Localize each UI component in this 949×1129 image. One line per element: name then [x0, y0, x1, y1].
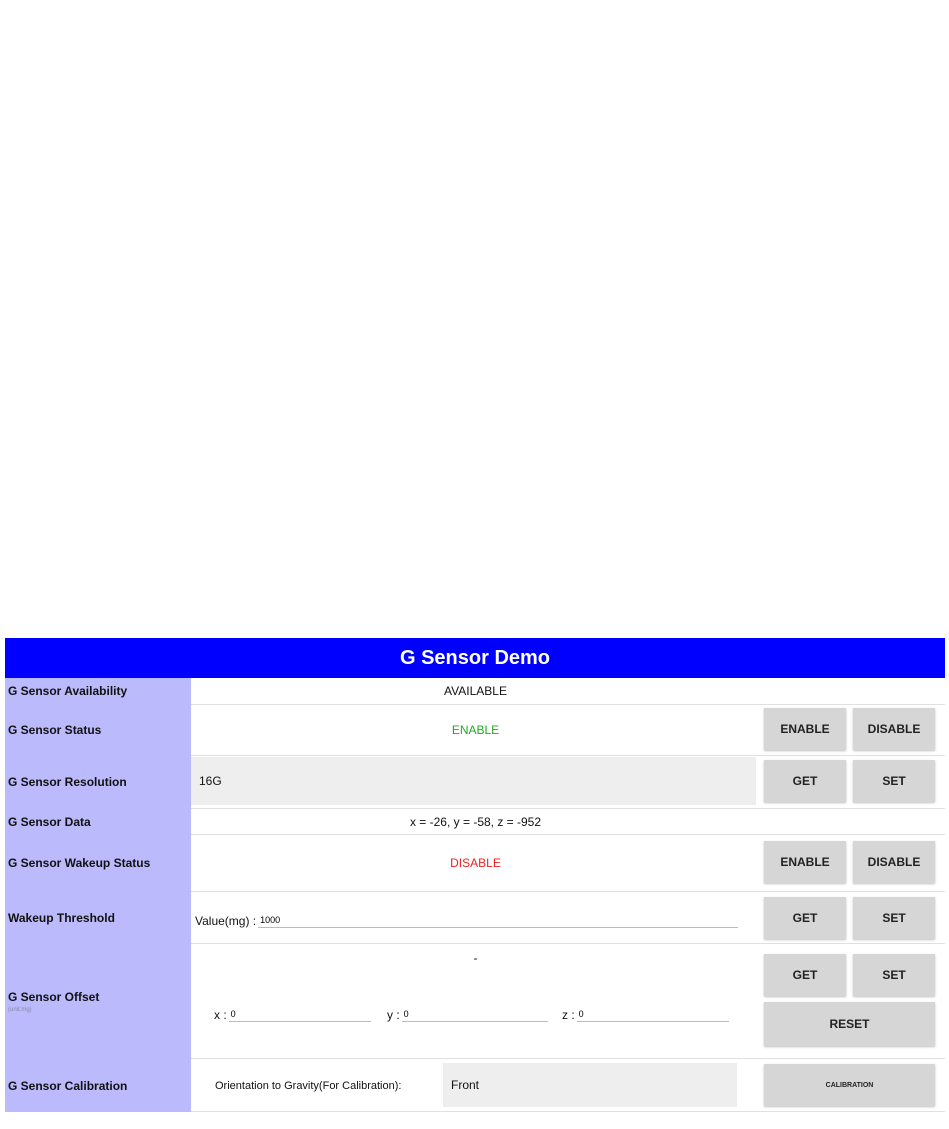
row-divider	[191, 891, 945, 892]
offset-x-label: x :	[214, 1008, 227, 1022]
threshold-label: Wakeup Threshold	[8, 910, 115, 925]
offset-y-input[interactable]	[402, 1009, 548, 1022]
calibration-label: G Sensor Calibration	[8, 1078, 128, 1093]
status-label: G Sensor Status	[8, 723, 102, 737]
offset-label-block	[5, 944, 191, 1058]
page-title: G Sensor Demo	[5, 638, 945, 678]
wakeup-enable-button[interactable]: ENABLE	[764, 841, 846, 883]
availability-value: AVAILABLE	[444, 684, 507, 698]
offset-set-button[interactable]: SET	[853, 954, 935, 996]
row-divider	[191, 755, 945, 756]
data-value: x = -26, y = -58, z = -952	[409, 814, 542, 829]
offset-value: -	[473, 951, 478, 965]
threshold-field	[195, 906, 738, 928]
row-divider	[191, 1111, 945, 1112]
threshold-input[interactable]	[258, 915, 738, 928]
status-value: ENABLE	[451, 723, 500, 737]
offset-x-field	[214, 1002, 371, 1022]
offset-z-field	[562, 1002, 729, 1022]
resolution-get-button[interactable]: GET	[764, 760, 846, 802]
row-divider	[191, 943, 945, 944]
data-label: G Sensor Data	[8, 814, 91, 829]
wakeup-status-label: G Sensor Wakeup Status	[8, 856, 151, 870]
offset-x-input[interactable]	[229, 1009, 371, 1022]
resolution-label: G Sensor Resolution	[8, 775, 127, 789]
threshold-field-label: Value(mg) :	[195, 914, 257, 928]
offset-z-input[interactable]	[577, 1009, 729, 1022]
threshold-get-button[interactable]: GET	[764, 897, 846, 939]
wakeup-status-value: DISABLE	[450, 856, 501, 870]
calibration-orientation-label: Orientation to Gravity(For Calibration):	[215, 1079, 402, 1092]
resolution-value[interactable]: 16G	[191, 757, 756, 805]
calibration-button[interactable]: CALIBRATION	[764, 1064, 935, 1106]
offset-reset-button[interactable]: RESET	[764, 1002, 935, 1046]
offset-z-label: z :	[562, 1008, 575, 1022]
wakeup-disable-button[interactable]: DISABLE	[853, 841, 935, 883]
offset-y-label: y :	[387, 1008, 400, 1022]
offset-get-button[interactable]: GET	[764, 954, 846, 996]
g-sensor-panel	[5, 638, 945, 1112]
offset-unit: (unit:mg)	[8, 1006, 32, 1013]
status-enable-button[interactable]: ENABLE	[764, 708, 846, 750]
threshold-set-button[interactable]: SET	[853, 897, 935, 939]
calibration-orientation-select[interactable]: Front	[443, 1063, 737, 1107]
status-disable-button[interactable]: DISABLE	[853, 708, 935, 750]
resolution-set-button[interactable]: SET	[853, 760, 935, 802]
offset-label: G Sensor Offset	[8, 989, 100, 1004]
offset-y-field	[387, 1002, 548, 1022]
availability-label: G Sensor Availability	[8, 684, 128, 698]
